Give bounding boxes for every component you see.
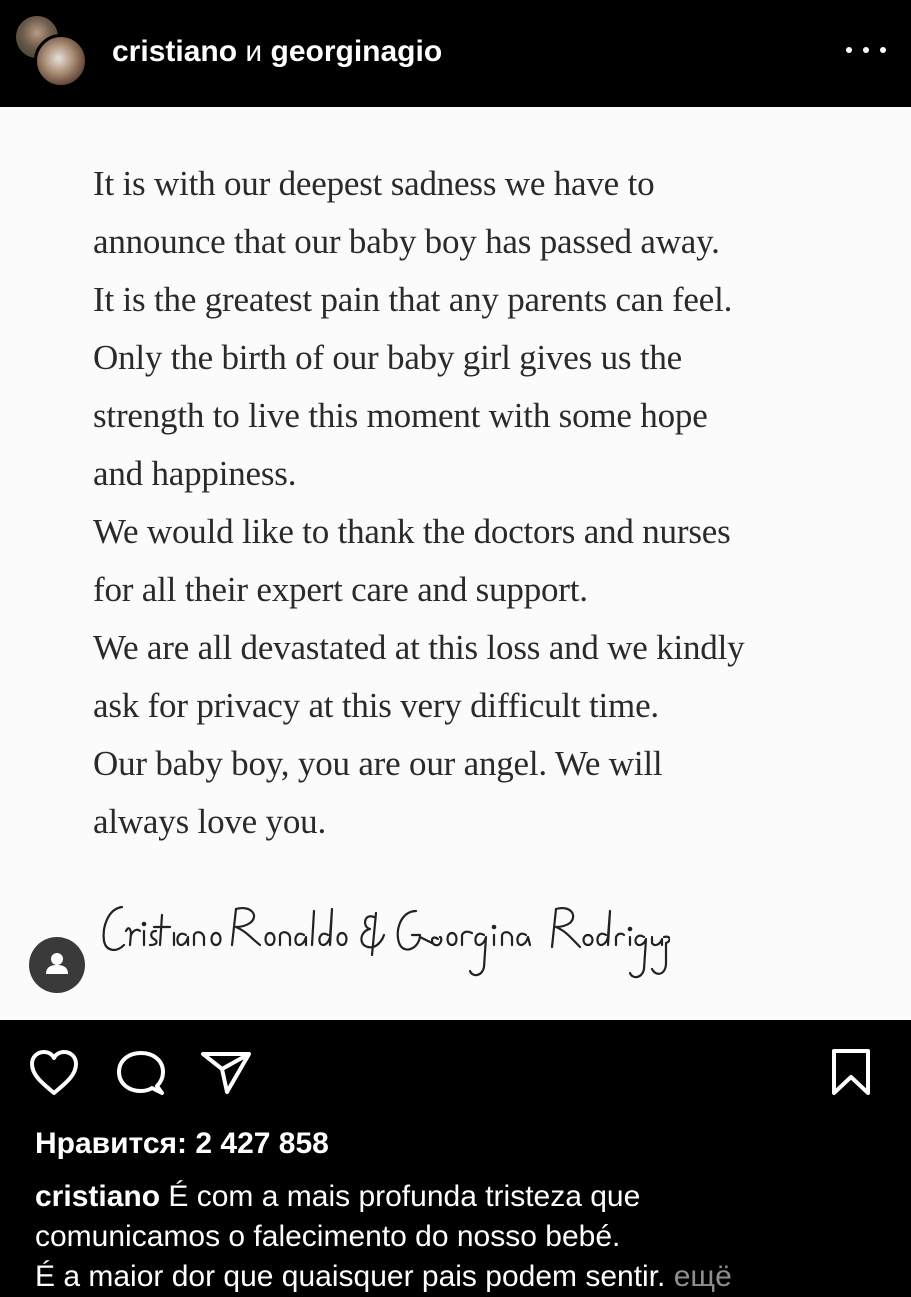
post-header (0, 0, 911, 107)
post-image[interactable] (0, 107, 911, 1020)
statement-line: We are all devastated at this loss and we kindly (93, 628, 745, 667)
comment-icon[interactable] (116, 1049, 166, 1099)
user-tag-icon[interactable] (29, 937, 85, 993)
action-bar (0, 1020, 911, 1130)
statement-line: It is with our deepest sadness we have to (93, 164, 655, 203)
caption-text: comunicamos o falecimento do nosso bebé. (35, 1220, 621, 1253)
author-username-cristiano[interactable]: cristiano (112, 35, 238, 68)
avatar-cristiano[interactable] (34, 34, 88, 88)
more-dot (863, 47, 869, 53)
author-conjunction: и (245, 35, 263, 68)
statement-line: Our baby boy, you are our angel. We will (93, 744, 663, 783)
more-dot (846, 47, 852, 53)
post-caption (35, 1177, 885, 1297)
caption-more-link[interactable]: ещё (673, 1260, 732, 1293)
post-authors (112, 28, 442, 76)
likes-count[interactable]: Нравится: 2 427 858 (35, 1127, 329, 1160)
statement-line: We would like to thank the doctors and nurses (93, 512, 731, 551)
caption-line (35, 1177, 885, 1217)
more-dot (880, 47, 886, 53)
statement-line: strength to live this moment with some hope (93, 396, 708, 435)
statement-line: Only the birth of our baby girl gives us the (93, 338, 683, 377)
author-username-georginagio[interactable]: georginagio (270, 35, 443, 68)
statement-line: announce that our baby boy has passed away. (93, 222, 720, 261)
caption-username[interactable]: cristiano (35, 1180, 161, 1213)
statement-line: and happiness. (93, 454, 297, 493)
more-horizontal-icon[interactable] (846, 40, 886, 60)
bookmark-icon[interactable] (830, 1048, 872, 1096)
caption-line (35, 1257, 885, 1297)
caption-text: É com a mais profunda tristeza que (168, 1180, 641, 1213)
statement-line: for all their expert care and support. (93, 570, 588, 609)
handwritten-signature (100, 897, 670, 987)
send-icon[interactable] (200, 1050, 252, 1096)
heart-icon[interactable] (28, 1049, 80, 1097)
statement-line: always love you. (93, 802, 326, 841)
statement-text (93, 155, 853, 851)
statement-line: It is the greatest pain that any parents can feel. (93, 280, 733, 319)
statement-line: ask for privacy at this very difficult time. (93, 686, 659, 725)
caption-text: É a maior dor que quaisquer pais podem sentir. (35, 1260, 666, 1293)
